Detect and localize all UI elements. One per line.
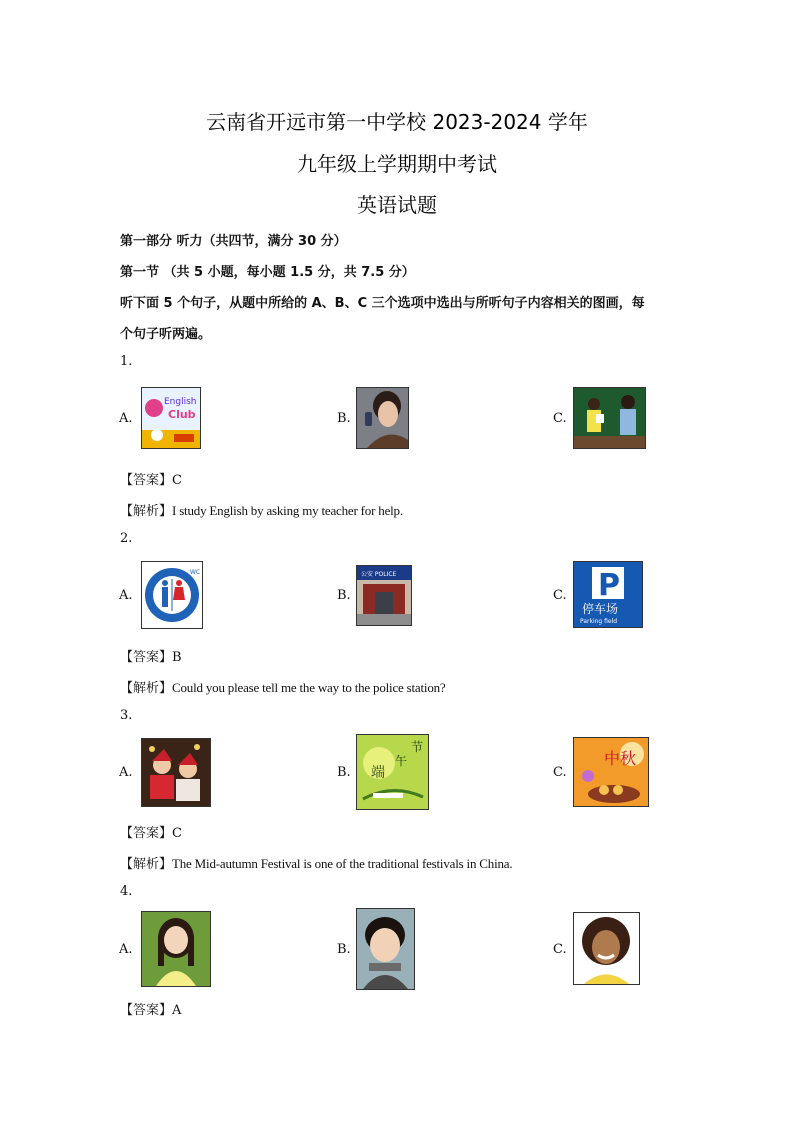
duanwu-char-3: 端 xyxy=(371,765,385,781)
mid-autumn-festival-image xyxy=(573,737,649,807)
option-a-label: A. xyxy=(119,765,133,780)
document-title-line2: 九年级上学期期中考试 xyxy=(297,152,497,176)
poster-text-english: English xyxy=(164,397,197,407)
option-b-label: B. xyxy=(337,942,351,957)
police-sign-text: 公安 POLICE xyxy=(361,571,397,578)
option-c-label: C. xyxy=(553,411,567,426)
answer-value: C xyxy=(172,826,182,841)
midautumn-text: 中秋 xyxy=(604,749,637,768)
analysis-label: 【解析】 xyxy=(120,504,173,519)
option-a-label: A. xyxy=(119,411,133,426)
analysis-text: The Mid-autumn Festival is one of the traditional festivals in China. xyxy=(172,856,513,871)
option-b-label: B. xyxy=(337,588,351,603)
instruction-line-1: 听下面 5 个句子，从题中所给的 A、B、C 三个选项中选出与所听句子内容相关的图画，每 xyxy=(120,296,645,311)
section-heading: 第一节 （共 5 小题，每小题 1.5 分，共 7.5 分） xyxy=(120,265,415,280)
poster-text-club: Club xyxy=(168,408,196,421)
duanwu-char-1: 节 xyxy=(411,740,424,754)
answer-row xyxy=(120,999,181,1018)
answer-value: A xyxy=(172,1003,182,1018)
option-a-label: A. xyxy=(119,942,133,957)
document-title-line1: 云南省开远市第一中学校 2023-2024 学年 xyxy=(206,110,588,134)
instruction-line-2: 个句子听两遍。 xyxy=(120,327,212,342)
option-c-label: C. xyxy=(553,942,567,957)
option-c-label: C. xyxy=(553,588,567,603)
analysis-row xyxy=(120,500,403,519)
part-heading: 第一部分 听力（共四节，满分 30 分） xyxy=(120,234,347,249)
woman-on-phone-image xyxy=(356,387,409,449)
restroom-sign-image xyxy=(141,561,203,629)
christmas-children-image xyxy=(141,738,211,807)
girl-long-hair-image xyxy=(141,911,211,987)
answer-row xyxy=(120,469,182,488)
question-number: 3. xyxy=(120,708,133,723)
answer-row xyxy=(120,822,182,841)
answer-label: 【答案】 xyxy=(120,650,173,665)
dragon-boat-festival-image xyxy=(356,734,429,810)
answer-label: 【答案】 xyxy=(120,473,173,488)
option-b-label: B. xyxy=(337,411,351,426)
analysis-label: 【解析】 xyxy=(120,857,173,872)
english-club-poster-image xyxy=(141,387,201,449)
boy-short-hair-image xyxy=(356,908,415,990)
answer-label: 【答案】 xyxy=(120,826,173,841)
curly-hair-girl-image xyxy=(573,912,640,985)
restroom-wc-text: WC xyxy=(190,569,201,576)
answer-row xyxy=(120,646,182,665)
police-station-building-image xyxy=(356,565,412,626)
analysis-row xyxy=(120,677,446,696)
parking-en-text: Parking field xyxy=(580,618,618,625)
analysis-row xyxy=(120,853,512,872)
question-number: 1. xyxy=(120,354,133,369)
analysis-label: 【解析】 xyxy=(120,681,173,696)
duanwu-char-2: 午 xyxy=(395,754,408,768)
option-a-label: A. xyxy=(119,588,133,603)
parking-sign-image xyxy=(573,561,643,628)
question-number: 2. xyxy=(120,531,133,546)
answer-value: C xyxy=(172,473,182,488)
analysis-text: Could you please tell me the way to the police station? xyxy=(172,680,446,695)
parking-cn-text: 停车场 xyxy=(582,602,619,616)
answer-value: B xyxy=(172,650,182,665)
option-c-label: C. xyxy=(553,765,567,780)
parking-letter: P xyxy=(598,568,620,603)
question-number: 4. xyxy=(120,884,133,899)
document-title-line3: 英语试题 xyxy=(357,193,437,217)
student-and-teacher-classroom-image xyxy=(573,387,646,449)
answer-label: 【答案】 xyxy=(120,1003,173,1018)
option-b-label: B. xyxy=(337,765,351,780)
analysis-text: I study English by asking my teacher for help. xyxy=(172,503,403,518)
